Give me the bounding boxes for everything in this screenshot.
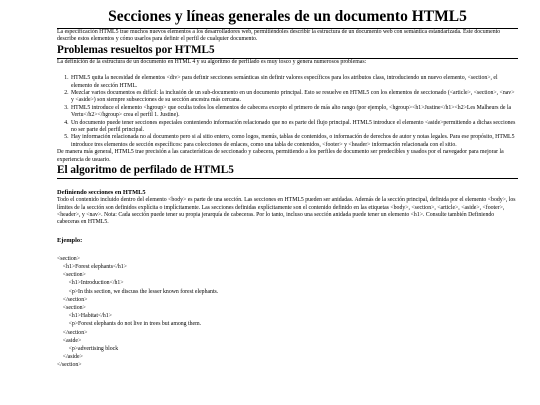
code-line: <aside> bbox=[57, 337, 82, 344]
code-line: <h1>Introduction</h1> bbox=[57, 280, 124, 287]
code-line: <p>Forest elephants do not live in trees but among them. bbox=[57, 321, 202, 328]
list-item: 2. Mezclar varios documentos es difícil: la inclusión de un sub-documento en un documento principal. Esto se resuelve en HTML5 con los elementos de seccionado (<article>, <section>, <nav> y <aside>) son siempre subsecciones de su sección ancestra más cercana. bbox=[70, 90, 518, 105]
code-line: <h1>Habitat</h1> bbox=[57, 313, 112, 320]
code-example bbox=[57, 255, 518, 370]
code-line: <h1>Forest elephants</h1> bbox=[57, 263, 127, 270]
code-line: </section> bbox=[57, 362, 82, 369]
code-line: </section> bbox=[57, 296, 88, 303]
list-item: 3. HTML5 introduce el elemento <hgroup> que oculta todos los elementos de cabecera excepto el primero de más alto rango (por ejemplo, <hgroup><h1>Justine</h1><h2>Les Malheurs de la Vertu</h2></hgroup> crea el perfil 1. Justine). bbox=[70, 105, 518, 120]
example-label: Ejemplo: bbox=[57, 236, 83, 244]
list-item: 1. HTML5 quita la necesidad de elementos <div> para definir secciones semánticas sin definir valores específicos para los atributos class, introduciendo un nuevo elemento, <section>, el elemento de sección HTML. bbox=[70, 75, 518, 90]
code-line: <p>advertising block bbox=[57, 345, 119, 352]
problems-list bbox=[57, 75, 518, 149]
code-line: <section> bbox=[57, 304, 86, 311]
list-item: 5. Hay información relacionada no al documento pero si al sitio entero, como logos, menús, tablas de contenidos, o información de derechos de autor y notas legales. Para ese propósito, HTML5 introduce tres elementos de sección específicos: para colecciones de enlaces, como una tabla de contenidos, <footer> y <header> información relacionada con el sitio. bbox=[70, 134, 518, 149]
problems-lead-paragraph: La definición de la estructura de un documento en HTML 4 y su algoritmo de perfilado es muy tosco y genera numerosos problemas: bbox=[57, 58, 367, 65]
code-line: <p>In this section, we discuss the lesser known forest elephants. bbox=[57, 288, 219, 295]
code-line: </section> bbox=[57, 329, 88, 336]
list-item: 4. Un documento puede tener secciones especiales conteniendo información relacionado que no es parte del flujo principal. HTML5 introduce el elemento <aside>permitiendo a dichas secciones no ser parte del perfil principal. bbox=[70, 120, 518, 135]
defining-sections-paragraph: Todo el contenido incluido dentro del elemento <body> es parte de una sección. Las secciones en HTML5 pueden ser anidadas. Además de la sección principal, definida por el elemento <body>, los límites de la sección son definidos explícita o implícitamente. Las secciones definidas explícitamente son el contenido definido en las etiquetas <body>, <section>, <article>, <aside>, <footer>, <header>, y <nav>. Nota: Cada sección puede tener su propia jerarquía de cabeceras. Por lo tanto, incluso una sección anidada puede tener un elemento <h1>. Consulte también Definiendo cabeceras en HTML5. bbox=[57, 197, 516, 226]
code-line: </aside> bbox=[57, 354, 83, 361]
section-heading-outline-algorithm: El algoritmo de perfilado de HTML5 bbox=[57, 164, 518, 179]
subheading-defining-sections: Definiendo secciones en HTML5 bbox=[57, 189, 146, 197]
page-title: Secciones y líneas generales de un documento HTML5 bbox=[57, 8, 518, 29]
code-line: <section> bbox=[57, 272, 86, 279]
problems-closing-paragraph: De manera más general, HTML5 trae precisión a las características de seccionado y cabecera, permitiendo a los perfiles de documento ser predecibles y usados por el navegador para mejorar la experiencia de usuario. bbox=[57, 149, 504, 163]
code-line: <section> bbox=[57, 255, 80, 262]
section-heading-problems: Problemas resueltos por HTML5 bbox=[57, 44, 518, 59]
intro-paragraph: La especificación HTML5 trae muchos nuevos elementos a los desarrolladores web, permitiéndoles describir la estructura de un documento web con semántica estandarizada. Este documento describe estos elementos y cómo usarlos para definir el perfil de cualquier documento. bbox=[57, 29, 501, 43]
